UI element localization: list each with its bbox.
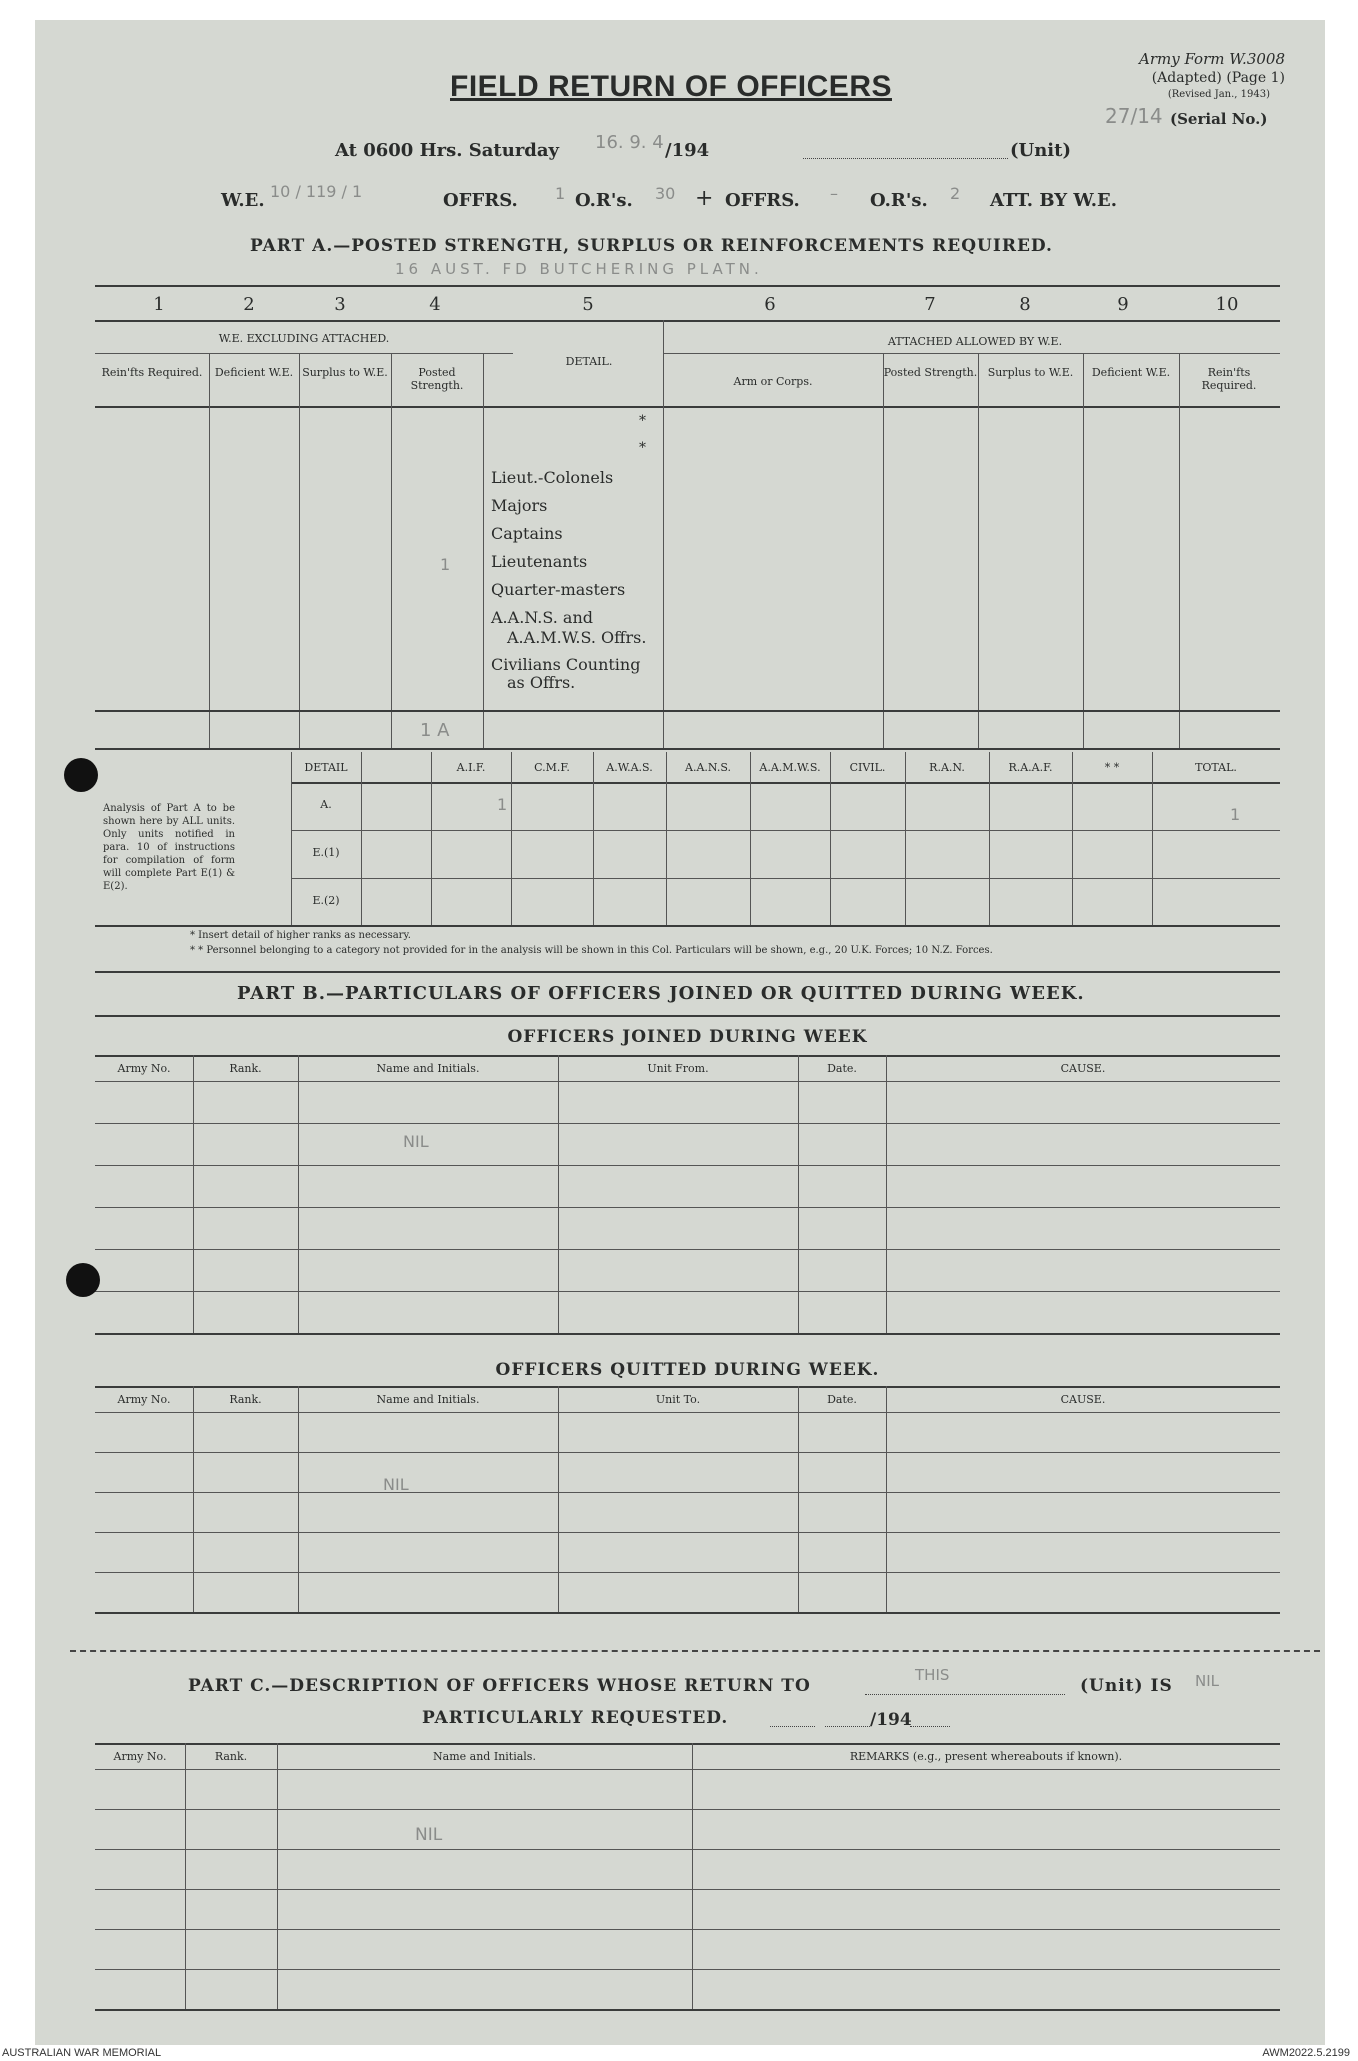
part-c-col-header: Army No.	[113, 1750, 167, 1763]
ors-handwritten: 30	[655, 184, 676, 203]
col-number: 2	[243, 294, 255, 315]
joined-col-header: Rank.	[229, 1062, 262, 1075]
footnote-star: * Insert detail of higher ranks as necessary.	[190, 930, 411, 941]
punch-hole	[66, 1263, 100, 1297]
we-group-header: W.E. EXCLUDING ATTACHED.	[218, 332, 390, 345]
quitted-col-header: Name and Initials.	[376, 1393, 480, 1406]
quitted-col-header: Unit To.	[655, 1393, 701, 1406]
we-col-header: Rein'fts Required.	[101, 366, 203, 379]
analysis-header: A.A.M.W.S.	[759, 761, 821, 774]
joined-handwritten-nil: NIL	[403, 1132, 429, 1151]
joined-col-header: Unit From.	[647, 1062, 709, 1075]
att-col-header: Rein'fts Required.	[1201, 366, 1257, 392]
unit-field[interactable]	[803, 158, 1008, 159]
part-b-title: PART B.—PARTICULARS OF OFFICERS JOINED OR QUITTED DURING WEEK.	[237, 983, 1085, 1004]
joined-title: OFFICERS JOINED DURING WEEK	[507, 1027, 868, 1047]
analysis-header: A.A.N.S.	[685, 761, 731, 774]
form-revised: (Revised Jan., 1943)	[1167, 89, 1270, 100]
lieut-posted-handwritten: 1	[440, 555, 451, 574]
we-col-header: Surplus to W.E.	[302, 366, 388, 379]
analysis-header: TOTAL.	[1195, 761, 1237, 774]
offrs-handwritten: 1	[555, 184, 566, 203]
punch-hole	[64, 758, 98, 792]
analysis-row-label: E.(1)	[312, 846, 340, 859]
footer-source: AUSTRALIAN WAR MEMORIAL	[2, 2047, 162, 2059]
joined-col-header: Army No.	[117, 1062, 171, 1075]
aif-handwritten: 1	[497, 795, 508, 814]
part-c-unit-field[interactable]	[865, 1694, 1065, 1695]
part-c-title: PART C.—DESCRIPTION OF OFFICERS WHOSE RETURN TO	[188, 1676, 811, 1696]
rank-list	[491, 464, 666, 692]
analysis-header: DETAIL	[304, 761, 348, 774]
att-col-header: Arm or Corps.	[733, 375, 813, 388]
rank-item: Captains	[491, 524, 563, 543]
part-c-year: /194	[870, 1710, 912, 1730]
col-number: 1	[153, 294, 165, 315]
joined-col-header: CAUSE.	[1060, 1062, 1106, 1075]
joined-col-header: Name and Initials.	[376, 1062, 480, 1075]
we-col-header: Posted Strength.	[410, 366, 464, 392]
offrs-label: OFFRS.	[443, 190, 518, 211]
part-c-handwritten-nil: NIL	[1195, 1672, 1220, 1690]
form-id: Army Form W.3008	[1139, 50, 1285, 68]
star-row: *	[639, 413, 646, 429]
rank-item: A.A.N.S. and	[491, 608, 593, 627]
col-number: 10	[1215, 294, 1239, 315]
detail-header: DETAIL.	[565, 355, 613, 368]
form-id-adapted: (Adapted) (Page 1)	[1151, 70, 1285, 86]
we-label: W.E.	[221, 190, 265, 211]
rank-item: A.A.M.W.S. Offrs.	[507, 628, 647, 647]
att-label: ATT. BY W.E.	[990, 190, 1118, 211]
serial-handwritten: 27/14	[1105, 104, 1163, 128]
quitted-col-header: Date.	[827, 1393, 857, 1406]
report-year-label: /194	[665, 140, 710, 161]
col-number: 4	[429, 294, 441, 315]
col-number: 3	[334, 294, 346, 315]
footer-accession: AWM2022.5.2199	[1262, 2047, 1350, 2059]
col-number: 6	[764, 294, 776, 315]
footnote-double-star: * * Personnel belonging to a category not provided for in the analysis will be shown in this Col. Particulars will be shown, e.g., 20 U.K. Forces; 10 N.Z. Forces.	[190, 945, 993, 956]
plus-sign: +	[695, 186, 714, 211]
part-a-title: PART A.—POSTED STRENGTH, SURPLUS OR REINFORCEMENTS REQUIRED.	[250, 236, 1053, 256]
offrs2-handwritten: –	[830, 184, 838, 203]
quitted-col-header: Rank.	[229, 1393, 262, 1406]
part-c-day-field[interactable]	[770, 1726, 815, 1727]
serial-label: (Serial No.)	[1170, 110, 1268, 128]
analysis-row-label: E.(2)	[312, 894, 340, 907]
att-group-header: ATTACHED ALLOWED BY W.E.	[887, 335, 1063, 348]
form-page	[35, 20, 1325, 2045]
analysis-header: A.I.F.	[456, 761, 486, 774]
analysis-header: A.W.A.S.	[606, 761, 653, 774]
posted-total-handwritten: 1 A	[420, 720, 450, 741]
analysis-row-label: A.	[320, 798, 332, 811]
offrs2-label: OFFRS.	[725, 190, 800, 211]
quitted-col-header: CAUSE.	[1060, 1393, 1106, 1406]
analysis-note: Analysis of Part A to be shown here by ALL units. Only units notified in para. 10 of instructions for compilation of form will complete Part E(1) & E(2).	[103, 803, 235, 892]
part-c-unit-label: (Unit) IS	[1080, 1676, 1173, 1696]
att-col-header: Deficient W.E.	[1091, 366, 1171, 379]
att-col-header: Surplus to W.E.	[987, 366, 1074, 379]
rank-item: Quarter-masters	[491, 580, 626, 599]
part-c-year-field[interactable]	[910, 1726, 950, 1727]
part-c-month-field[interactable]	[825, 1726, 870, 1727]
quitted-col-header: Army No.	[117, 1393, 171, 1406]
rank-item: Majors	[491, 496, 548, 515]
quitted-handwritten-nil: NIL	[383, 1475, 409, 1494]
part-c-subtitle: PARTICULARLY REQUESTED.	[422, 1708, 729, 1728]
joined-col-header: Date.	[827, 1062, 857, 1075]
part-c-col-header: Name and Initials.	[433, 1750, 536, 1763]
rank-item: Lieut.-Colonels	[491, 468, 614, 487]
we-handwritten: 10 / 119 / 1	[270, 182, 363, 201]
analysis-header: R.A.N.	[929, 761, 965, 774]
we-col-header: Deficient W.E.	[214, 366, 294, 379]
rank-item: as Offrs.	[507, 673, 576, 692]
col-number: 7	[924, 294, 936, 315]
att-col-header: Posted Strength.	[883, 366, 978, 379]
analysis-header: R.A.A.F.	[1008, 761, 1053, 774]
ors2-handwritten: 2	[950, 184, 961, 203]
col-number: 5	[582, 294, 594, 315]
part-c-col-header: Rank.	[214, 1750, 248, 1763]
analysis-header: CIVIL.	[849, 761, 886, 774]
total-handwritten: 1	[1230, 805, 1241, 824]
rank-item: Lieutenants	[491, 552, 588, 571]
ors2-label: O.R's.	[870, 190, 928, 211]
part-c-handwritten-nil-row: NIL	[415, 1825, 443, 1845]
star-row: *	[639, 440, 646, 456]
col-number: 8	[1019, 294, 1031, 315]
ors-label: O.R's.	[575, 190, 633, 211]
report-date-handwritten: 16. 9. 4	[595, 132, 664, 153]
part-c-handwritten-this: THIS	[915, 1666, 950, 1684]
page-title: FIELD RETURN OF OFFICERS	[450, 70, 892, 103]
analysis-header: * *	[1104, 761, 1120, 774]
unit-label: (Unit)	[1010, 140, 1071, 161]
part-c-col-header: REMARKS (e.g., present whereabouts if known).	[849, 1750, 1123, 1763]
col-number: 9	[1117, 294, 1129, 315]
rank-item: Civilians Counting	[491, 655, 641, 674]
quitted-title: OFFICERS QUITTED DURING WEEK.	[495, 1360, 880, 1380]
part-a-handwritten-unit: 16 AUST. FD BUTCHERING PLATN.	[395, 260, 763, 278]
analysis-header: C.M.F.	[534, 761, 570, 774]
report-date-label: At 0600 Hrs. Saturday	[335, 140, 560, 161]
